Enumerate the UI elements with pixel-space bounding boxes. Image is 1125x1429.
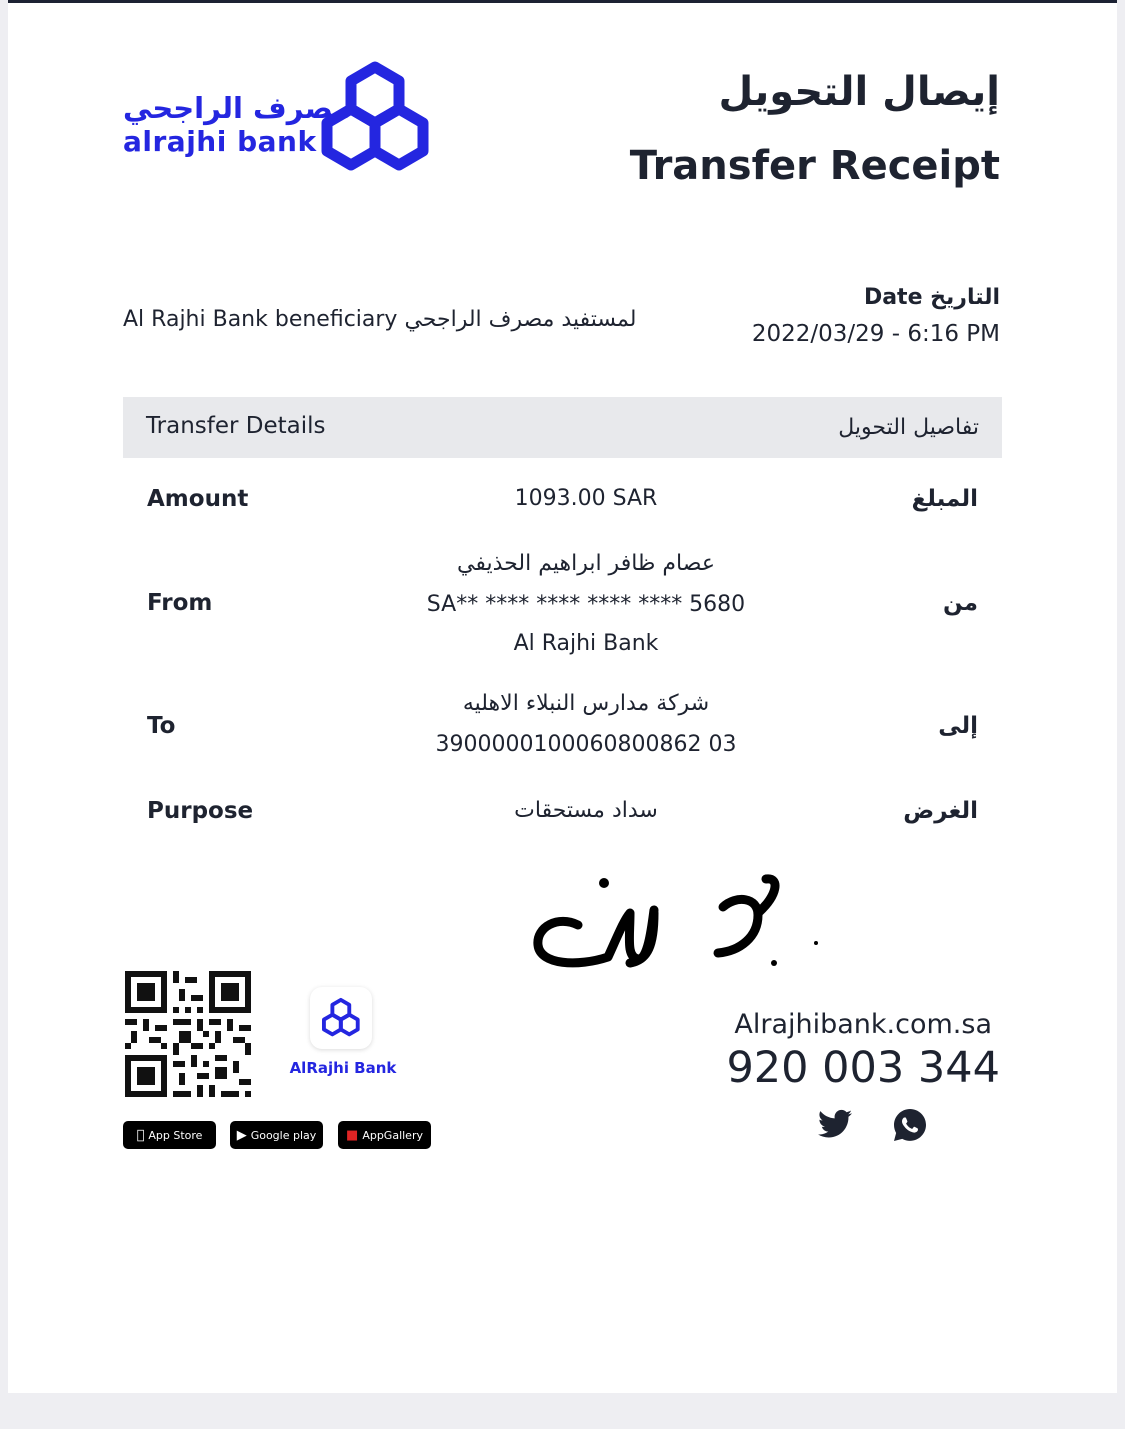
title-arabic: إيصال التحويل xyxy=(718,69,1000,115)
apple-icon xyxy=(137,1128,145,1143)
app-name: AlRajhi Bank xyxy=(289,1059,397,1077)
purpose-label-en: Purpose xyxy=(147,798,254,824)
transfer-details-title-en: Transfer Details xyxy=(146,413,326,439)
website-link[interactable]: Alrajhibank.com.sa xyxy=(734,1009,992,1040)
app-gallery-badge[interactable] xyxy=(338,1121,431,1149)
to-label-en: To xyxy=(147,713,176,739)
beneficiary-type: Al Rajhi Bank beneficiary لمستفيد مصرف الراجحي xyxy=(123,307,637,332)
google-play-label: Google play xyxy=(250,1128,317,1142)
alrajhi-logo-small-icon xyxy=(319,997,363,1039)
logo-english-text: alrajhi bank xyxy=(123,125,317,158)
amount-value: 1093.00 SAR xyxy=(514,486,658,511)
to-label-ar: إلى xyxy=(938,713,978,739)
app-store-label: App Store xyxy=(144,1128,199,1142)
to-name: شركة مدارس النبلاء الاهليه xyxy=(462,691,710,716)
purpose-label-ar: الغرض xyxy=(903,798,978,824)
logo-arabic-text: مصرف الراجحي xyxy=(123,91,352,125)
phone-number[interactable]: 920 003 344 xyxy=(726,1043,1000,1093)
twitter-icon[interactable] xyxy=(818,1109,852,1139)
to-account: 3900000100060800862 03 xyxy=(435,732,737,757)
purpose-value: سداد مستحقات xyxy=(514,798,658,823)
google-play-badge[interactable] xyxy=(230,1121,323,1149)
from-account: SA** **** **** **** **** 5680 xyxy=(426,592,746,617)
handwritten-signature xyxy=(518,865,828,985)
amount-label-en: Amount xyxy=(147,486,249,512)
alrajhi-logo-icon xyxy=(313,61,438,176)
app-gallery-label: AppGallery xyxy=(362,1128,423,1142)
transfer-details-title-ar: تفاصيل التحويل xyxy=(838,415,979,440)
from-label-ar: من xyxy=(943,590,978,616)
from-label-en: From xyxy=(147,590,213,616)
receipt-page xyxy=(8,0,1117,1393)
date-value: 2022/03/29 - 6:16 PM xyxy=(751,321,1000,347)
play-icon: ▶ xyxy=(236,1127,247,1143)
app-store-badge[interactable] xyxy=(123,1121,216,1149)
date-label: Date التاريخ xyxy=(863,285,1000,310)
huawei-icon: ■ xyxy=(346,1127,359,1143)
alrajhi-app-icon xyxy=(310,987,372,1049)
qr-code xyxy=(125,971,251,1097)
title-english: Transfer Receipt xyxy=(629,143,1000,189)
whatsapp-icon[interactable] xyxy=(894,1109,926,1141)
from-bank: Al Rajhi Bank xyxy=(513,631,659,656)
transfer-details-header xyxy=(123,397,1002,458)
from-name: عصام ظافر ابراهيم الحذيفي xyxy=(457,551,715,576)
amount-label-ar: المبلغ xyxy=(911,486,978,512)
